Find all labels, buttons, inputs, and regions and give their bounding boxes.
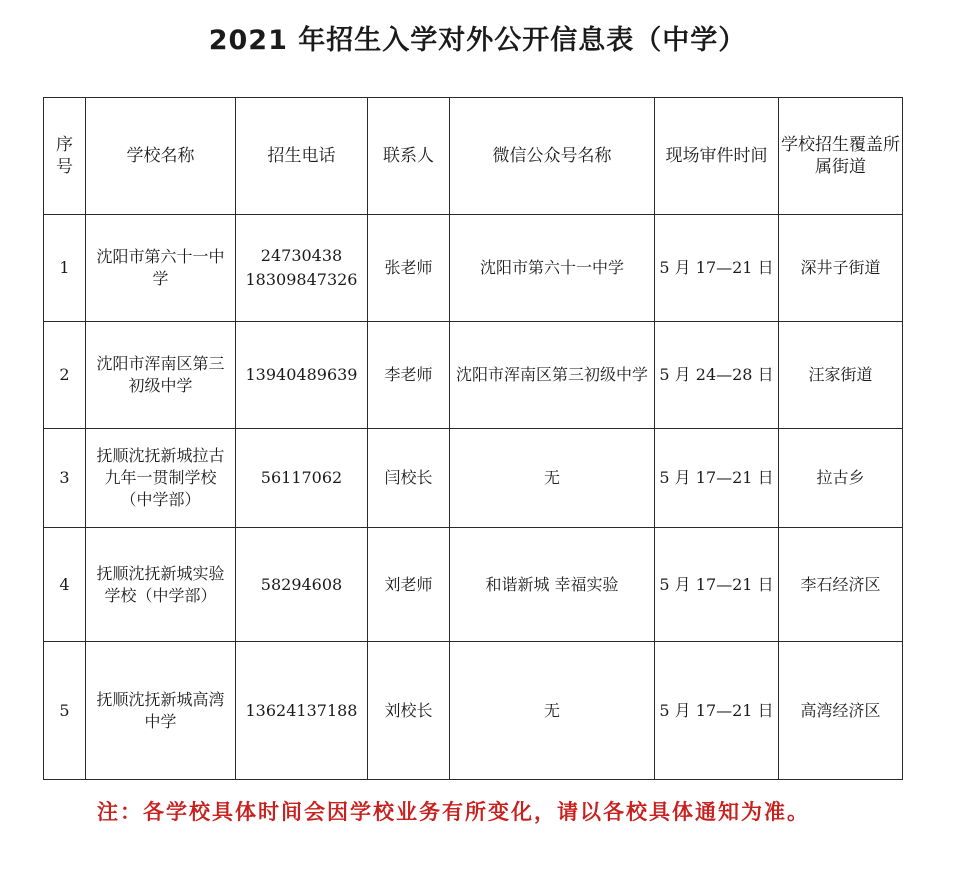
phone-number: 58294608 <box>260 574 343 594</box>
cell-phone <box>236 215 368 322</box>
phone-number: 13624137188 <box>245 700 358 720</box>
header-wechat: 微信公众号名称 <box>450 98 655 215</box>
page-title: 2021 年招生入学对外公开信息表（中学） <box>208 25 747 56</box>
cell-index: 4 <box>44 528 86 642</box>
cell-index: 3 <box>44 429 86 528</box>
cell-date: 5 月 17—21 日 <box>655 642 779 780</box>
footnote: 注：各学校具体时间会因学校业务有所变化，请以各校具体通知为准。 <box>97 800 810 824</box>
table-row <box>44 642 903 780</box>
cell-street: 汪家街道 <box>779 322 903 429</box>
cell-date: 5 月 17—21 日 <box>655 215 779 322</box>
header-street: 学校招生覆盖所属街道 <box>779 98 903 215</box>
phone-number: 13940489639 <box>245 365 358 384</box>
cell-street: 拉古乡 <box>779 429 903 528</box>
cell-index: 2 <box>44 322 86 429</box>
cell-contact: 李老师 <box>368 322 450 429</box>
table-header-row <box>44 98 903 215</box>
cell-date: 5 月 17—21 日 <box>655 429 779 528</box>
phone-number: 24730438 <box>260 246 343 265</box>
cell-date: 5 月 24—28 日 <box>655 322 779 429</box>
cell-index: 5 <box>44 642 86 780</box>
cell-school: 抚顺沈抚新城拉古九年一贯制学校（中学部） <box>86 429 236 528</box>
header-index: 序号 <box>44 98 86 215</box>
cell-wechat: 沈阳市浑南区第三初级中学 <box>450 322 655 429</box>
info-table <box>43 97 903 780</box>
header-contact: 联系人 <box>368 98 450 215</box>
header-school: 学校名称 <box>86 98 236 215</box>
cell-phone <box>236 528 368 642</box>
cell-street: 李石经济区 <box>779 528 903 642</box>
cell-contact: 闫校长 <box>368 429 450 528</box>
header-date: 现场审件时间 <box>655 98 779 215</box>
cell-school: 沈阳市第六十一中学 <box>86 215 236 322</box>
cell-contact: 张老师 <box>368 215 450 322</box>
cell-wechat: 无 <box>450 642 655 780</box>
cell-street: 高湾经济区 <box>779 642 903 780</box>
cell-school: 抚顺沈抚新城实验学校（中学部） <box>86 528 236 642</box>
phone-number: 18309847326 <box>245 270 358 289</box>
header-phone: 招生电话 <box>236 98 368 215</box>
cell-wechat: 沈阳市第六十一中学 <box>450 215 655 322</box>
cell-school: 抚顺沈抚新城高湾中学 <box>86 642 236 780</box>
cell-school: 沈阳市浑南区第三初级中学 <box>86 322 236 429</box>
cell-contact: 刘校长 <box>368 642 450 780</box>
cell-phone <box>236 642 368 780</box>
phone-number: 56117062 <box>260 468 343 487</box>
cell-contact: 刘老师 <box>368 528 450 642</box>
table-row <box>44 528 903 642</box>
table-row <box>44 215 903 322</box>
cell-street: 深井子街道 <box>779 215 903 322</box>
cell-phone <box>236 429 368 528</box>
cell-phone <box>236 322 368 429</box>
cell-index: 1 <box>44 215 86 322</box>
cell-date: 5 月 17—21 日 <box>655 528 779 642</box>
cell-wechat: 无 <box>450 429 655 528</box>
table-row <box>44 429 903 528</box>
table-row <box>44 322 903 429</box>
cell-wechat: 和谐新城 幸福实验 <box>450 528 655 642</box>
